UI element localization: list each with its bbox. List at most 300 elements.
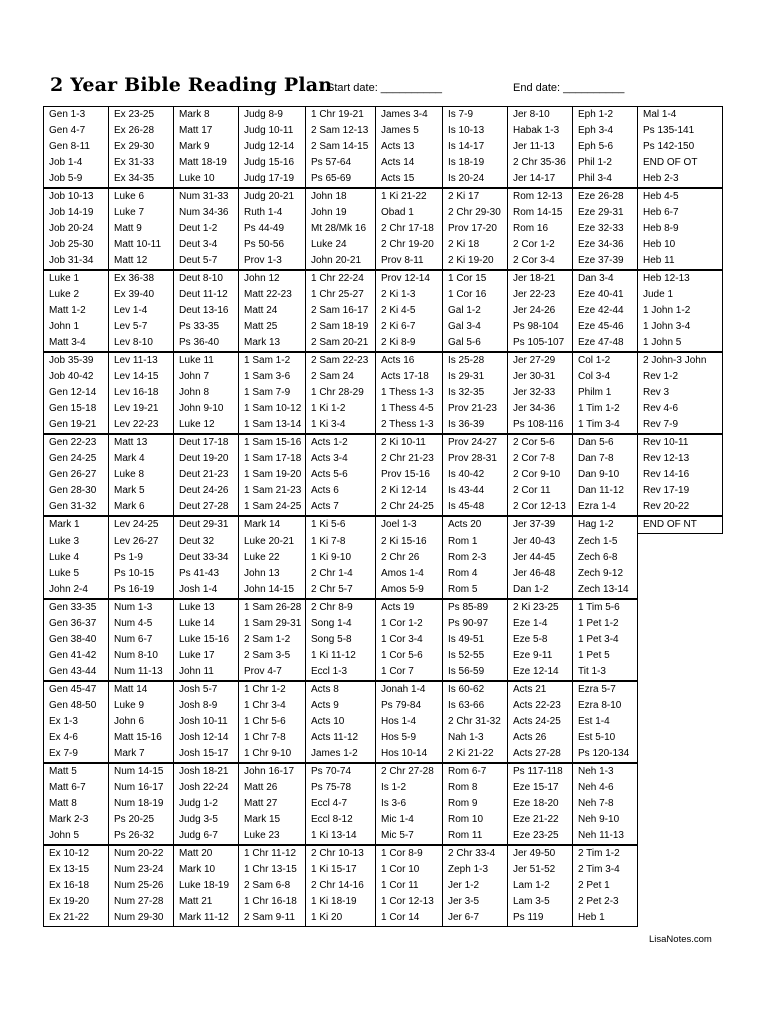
start-date-field: Start date: __________	[327, 82, 442, 94]
reading-cell: Job 1-4	[44, 155, 109, 171]
reading-cell: Habak 1-3	[508, 123, 573, 139]
reading-cell: James 1-2	[306, 746, 376, 763]
reading-cell: Is 1-2	[376, 780, 443, 796]
reading-cell: Matt 6-7	[44, 780, 109, 796]
reading-cell: 1 Cor 10	[376, 862, 443, 878]
reading-cell: Eze 12-14	[508, 664, 573, 681]
reading-cell: Phil 1-2	[573, 155, 638, 171]
reading-cell: Deut 21-23	[174, 467, 239, 483]
reading-cell: Ex 16-18	[44, 878, 109, 894]
reading-cell: Is 3-6	[376, 796, 443, 812]
reading-cell: Heb 6-7	[638, 205, 723, 221]
reading-cell	[638, 582, 723, 599]
reading-cell: Acts 20	[443, 516, 508, 534]
reading-cell: Jer 37-39	[508, 516, 573, 534]
reading-cell: Gen 8-11	[44, 139, 109, 155]
reading-cell	[638, 730, 723, 746]
reading-cell: Mark 1	[44, 516, 109, 534]
reading-cell: Ps 119	[508, 910, 573, 927]
reading-cell: Lev 5-7	[109, 319, 174, 335]
reading-cell: Acts 1-2	[306, 434, 376, 451]
reading-cell: 1 Cor 5-6	[376, 648, 443, 664]
reading-cell: 1 Pet 3-4	[573, 632, 638, 648]
reading-cell: Eph 1-2	[573, 107, 638, 124]
reading-cell: Deut 24-26	[174, 483, 239, 499]
reading-cell: 1 John 5	[638, 335, 723, 352]
reading-cell: 1 Tim 1-2	[573, 401, 638, 417]
reading-cell: Ps 105-107	[508, 335, 573, 352]
reading-cell: 2 Chr 31-32	[443, 714, 508, 730]
reading-cell: 2 Cor 5-6	[508, 434, 573, 451]
reading-cell: Ps 135-141	[638, 123, 723, 139]
reading-cell: Matt 1-2	[44, 303, 109, 319]
reading-cell: Lev 16-18	[109, 385, 174, 401]
reading-cell	[638, 714, 723, 730]
reading-cell	[638, 828, 723, 845]
reading-cell: Nah 1-3	[443, 730, 508, 746]
reading-cell: 2 Ki 21-22	[443, 746, 508, 763]
reading-cell: Acts 5-6	[306, 467, 376, 483]
reading-cell: Zech 13-14	[573, 582, 638, 599]
reading-cell: Matt 26	[239, 780, 306, 796]
reading-cell: 2 Ki 15-16	[376, 534, 443, 551]
reading-cell: Lev 1-4	[109, 303, 174, 319]
reading-cell: 1 Cor 14	[376, 910, 443, 927]
reading-cell: Mark 8	[174, 107, 239, 124]
reading-cell: Jer 32-33	[508, 385, 573, 401]
reading-cell: Luke 20-21	[239, 534, 306, 551]
reading-cell: Job 10-13	[44, 188, 109, 205]
reading-cell: Mal 1-4	[638, 107, 723, 124]
reading-cell: Is 49-51	[443, 632, 508, 648]
reading-cell: 1 Ki 13-14	[306, 828, 376, 845]
reading-cell: Luke 11	[174, 352, 239, 369]
reading-cell: Eze 29-31	[573, 205, 638, 221]
reading-cell: Dan 11-12	[573, 483, 638, 499]
reading-cell: Num 4-5	[109, 616, 174, 632]
table-row	[44, 139, 723, 155]
reading-cell: Luke 1	[44, 270, 109, 287]
reading-cell: 1 Pet 1-2	[573, 616, 638, 632]
table-row	[44, 910, 723, 927]
reading-cell: Judg 8-9	[239, 107, 306, 124]
reading-cell: Eze 45-46	[573, 319, 638, 335]
reading-cell: Acts 19	[376, 599, 443, 616]
reading-cell: 1 Sam 29-31	[239, 616, 306, 632]
reading-cell: Lev 8-10	[109, 335, 174, 352]
reading-cell: Acts 10	[306, 714, 376, 730]
reading-cell: John 20-21	[306, 253, 376, 270]
reading-cell: Jonah 1-4	[376, 681, 443, 698]
reading-cell: Obad 1	[376, 205, 443, 221]
reading-cell: 2 Chr 17-18	[376, 221, 443, 237]
reading-cell: Num 34-36	[174, 205, 239, 221]
reading-cell: Lev 11-13	[109, 352, 174, 369]
reading-cell: Num 25-26	[109, 878, 174, 894]
reading-cell: Col 3-4	[573, 369, 638, 385]
reading-cell: Matt 3-4	[44, 335, 109, 352]
table-row	[44, 385, 723, 401]
reading-cell: 2 Cor 3-4	[508, 253, 573, 270]
reading-cell: 1 John 3-4	[638, 319, 723, 335]
reading-cell: Acts 13	[376, 139, 443, 155]
reading-cell: Jer 44-45	[508, 550, 573, 566]
table-row	[44, 878, 723, 894]
reading-cell: Rom 5	[443, 582, 508, 599]
reading-cell: Gen 31-32	[44, 499, 109, 516]
reading-cell: Num 29-30	[109, 910, 174, 927]
reading-cell: Eze 21-22	[508, 812, 573, 828]
reading-cell: Rom 14-15	[508, 205, 573, 221]
reading-cell: 2 Chr 27-28	[376, 763, 443, 780]
reading-cell: Num 1-3	[109, 599, 174, 616]
reading-cell: Job 5-9	[44, 171, 109, 188]
reading-cell: Josh 10-11	[174, 714, 239, 730]
reading-cell: Luke 15-16	[174, 632, 239, 648]
reading-cell: 1 Sam 17-18	[239, 451, 306, 467]
reading-cell	[638, 664, 723, 681]
reading-cell: Matt 13	[109, 434, 174, 451]
reading-cell: Ex 21-22	[44, 910, 109, 927]
reading-cell: Job 40-42	[44, 369, 109, 385]
table-row	[44, 352, 723, 369]
reading-cell: 2 Chr 1-4	[306, 566, 376, 582]
reading-cell: 1 Sam 10-12	[239, 401, 306, 417]
reading-cell	[638, 632, 723, 648]
reading-cell: Luke 5	[44, 566, 109, 582]
reading-cell: Matt 20	[174, 845, 239, 862]
reading-cell: Matt 12	[109, 253, 174, 270]
reading-cell: 2 Sam 20-21	[306, 335, 376, 352]
reading-cell: 2 Chr 8-9	[306, 599, 376, 616]
reading-cell: 1 Ki 9-10	[306, 550, 376, 566]
reading-cell: Neh 9-10	[573, 812, 638, 828]
reading-cell: 1 Sam 15-16	[239, 434, 306, 451]
table-row	[44, 451, 723, 467]
reading-cell: 1 Chr 16-18	[239, 894, 306, 910]
reading-cell: Luke 7	[109, 205, 174, 221]
reading-cell: Ex 10-12	[44, 845, 109, 862]
reading-cell: Judg 6-7	[174, 828, 239, 845]
reading-cell: 2 Ki 4-5	[376, 303, 443, 319]
reading-cell: Eze 32-33	[573, 221, 638, 237]
reading-cell: Judg 15-16	[239, 155, 306, 171]
reading-cell: Num 11-13	[109, 664, 174, 681]
reading-cell	[638, 812, 723, 828]
reading-cell: Eph 3-4	[573, 123, 638, 139]
reading-cell: Acts 27-28	[508, 746, 573, 763]
reading-cell: Est 1-4	[573, 714, 638, 730]
reading-cell: 2 Ki 1-3	[376, 287, 443, 303]
reading-cell: Luke 2	[44, 287, 109, 303]
reading-cell: Hos 1-4	[376, 714, 443, 730]
table-row	[44, 319, 723, 335]
reading-cell: Is 32-35	[443, 385, 508, 401]
reading-cell: Matt 5	[44, 763, 109, 780]
reading-cell: Heb 12-13	[638, 270, 723, 287]
reading-cell: Job 14-19	[44, 205, 109, 221]
reading-cell: Josh 5-7	[174, 681, 239, 698]
reading-cell: 1 Ki 5-6	[306, 516, 376, 534]
reading-cell: 1 Cor 15	[443, 270, 508, 287]
reading-cell: Judg 12-14	[239, 139, 306, 155]
reading-cell: Luke 17	[174, 648, 239, 664]
reading-cell: Num 6-7	[109, 632, 174, 648]
reading-cell: Acts 9	[306, 698, 376, 714]
reading-cell: Matt 17	[174, 123, 239, 139]
reading-cell	[638, 698, 723, 714]
reading-cell: Rev 20-22	[638, 499, 723, 516]
reading-cell: 1 Ki 15-17	[306, 862, 376, 878]
reading-cell: Eze 5-8	[508, 632, 573, 648]
reading-cell: 1 Chr 5-6	[239, 714, 306, 730]
table-row	[44, 894, 723, 910]
reading-cell: 1 Cor 8-9	[376, 845, 443, 862]
reading-cell: Ex 36-38	[109, 270, 174, 287]
reading-cell: Ps 79-84	[376, 698, 443, 714]
reading-cell: 1 Chr 13-15	[239, 862, 306, 878]
reading-cell: Ps 50-56	[239, 237, 306, 253]
reading-cell: Matt 18-19	[174, 155, 239, 171]
reading-cell: 1 Chr 22-24	[306, 270, 376, 287]
reading-cell: John 16-17	[239, 763, 306, 780]
reading-cell: 1 Cor 16	[443, 287, 508, 303]
page-title: 2 Year Bible Reading Plan	[50, 74, 333, 96]
reading-cell: Jer 8-10	[508, 107, 573, 124]
reading-cell: Mark 9	[174, 139, 239, 155]
reading-cell: Deut 11-12	[174, 287, 239, 303]
reading-cell: Zech 1-5	[573, 534, 638, 551]
reading-cell: Song 1-4	[306, 616, 376, 632]
reading-cell: END OF NT	[638, 516, 723, 534]
reading-cell: Num 14-15	[109, 763, 174, 780]
reading-cell: Ezra 8-10	[573, 698, 638, 714]
reading-cell: Rev 14-16	[638, 467, 723, 483]
reading-cell: Matt 22-23	[239, 287, 306, 303]
reading-cell: Jer 14-17	[508, 171, 573, 188]
table-row	[44, 155, 723, 171]
reading-cell: Prov 4-7	[239, 664, 306, 681]
table-row	[44, 763, 723, 780]
reading-cell: Matt 25	[239, 319, 306, 335]
table-row	[44, 287, 723, 303]
reading-cell: 2 Thess 1-3	[376, 417, 443, 434]
reading-cell: Gen 38-40	[44, 632, 109, 648]
table-row	[44, 123, 723, 139]
table-row	[44, 237, 723, 253]
reading-cell: Dan 9-10	[573, 467, 638, 483]
reading-cell: Eccl 4-7	[306, 796, 376, 812]
reading-cell: Ps 75-78	[306, 780, 376, 796]
reading-cell: Jer 1-2	[443, 878, 508, 894]
reading-cell: Ex 34-35	[109, 171, 174, 188]
reading-cell: Neh 4-6	[573, 780, 638, 796]
table-row	[44, 270, 723, 287]
reading-cell: 1 Chr 25-27	[306, 287, 376, 303]
table-row	[44, 534, 723, 551]
reading-cell: Ps 57-64	[306, 155, 376, 171]
reading-cell: Heb 8-9	[638, 221, 723, 237]
reading-cell: Mark 10	[174, 862, 239, 878]
reading-cell: 1 Chr 11-12	[239, 845, 306, 862]
reading-cell: Num 31-33	[174, 188, 239, 205]
reading-cell	[638, 534, 723, 551]
reading-cell: Hos 5-9	[376, 730, 443, 746]
reading-cell: Ex 23-25	[109, 107, 174, 124]
reading-cell: 2 John-3 John	[638, 352, 723, 369]
reading-cell: 1 Ki 20	[306, 910, 376, 927]
reading-cell: Job 31-34	[44, 253, 109, 270]
reading-cell: Mark 5	[109, 483, 174, 499]
reading-cell: Philm 1	[573, 385, 638, 401]
reading-cell: Jer 40-43	[508, 534, 573, 551]
reading-cell: Gen 15-18	[44, 401, 109, 417]
reading-cell: John 12	[239, 270, 306, 287]
reading-cell: Mark 6	[109, 499, 174, 516]
table-row	[44, 516, 723, 534]
reading-cell: Gen 45-47	[44, 681, 109, 698]
reading-cell: Prov 12-14	[376, 270, 443, 287]
reading-cell: 1 Sam 21-23	[239, 483, 306, 499]
reading-cell: John 2-4	[44, 582, 109, 599]
reading-cell: 1 Sam 19-20	[239, 467, 306, 483]
reading-cell: Eze 23-25	[508, 828, 573, 845]
reading-cell: Rom 12-13	[508, 188, 573, 205]
reading-cell: Luke 13	[174, 599, 239, 616]
reading-cell: Luke 6	[109, 188, 174, 205]
reading-cell: John 9-10	[174, 401, 239, 417]
reading-cell: 2 Ki 12-14	[376, 483, 443, 499]
reading-cell: 2 Cor 9-10	[508, 467, 573, 483]
reading-cell: Jer 30-31	[508, 369, 573, 385]
reading-cell: 1 Pet 5	[573, 648, 638, 664]
table-row	[44, 566, 723, 582]
reading-cell: Prov 8-11	[376, 253, 443, 270]
reading-cell: 1 Sam 13-14	[239, 417, 306, 434]
reading-cell: Dan 1-2	[508, 582, 573, 599]
reading-cell: Jer 49-50	[508, 845, 573, 862]
reading-cell: Rev 10-11	[638, 434, 723, 451]
reading-cell: Jer 18-21	[508, 270, 573, 287]
reading-cell: 1 Cor 3-4	[376, 632, 443, 648]
table-row	[44, 845, 723, 862]
reading-cell: Is 29-31	[443, 369, 508, 385]
table-row	[44, 369, 723, 385]
reading-cell: James 3-4	[376, 107, 443, 124]
reading-cell: 2 Chr 19-20	[376, 237, 443, 253]
reading-cell: Prov 28-31	[443, 451, 508, 467]
reading-cell: Eze 47-48	[573, 335, 638, 352]
reading-cell: Deut 17-18	[174, 434, 239, 451]
reading-cell: John 5	[44, 828, 109, 845]
reading-cell: 1 Chr 28-29	[306, 385, 376, 401]
reading-cell: 2 Sam 3-5	[239, 648, 306, 664]
reading-cell: Josh 22-24	[174, 780, 239, 796]
reading-cell: Ps 41-43	[174, 566, 239, 582]
reading-cell: 2 Sam 9-11	[239, 910, 306, 927]
reading-cell: Rom 16	[508, 221, 573, 237]
reading-cell: John 18	[306, 188, 376, 205]
reading-cell: Hos 10-14	[376, 746, 443, 763]
reading-cell: Is 10-13	[443, 123, 508, 139]
table-row	[44, 714, 723, 730]
reading-cell: 2 Sam 16-17	[306, 303, 376, 319]
reading-cell: Ps 90-97	[443, 616, 508, 632]
reading-cell: Is 20-24	[443, 171, 508, 188]
reading-cell: Deut 33-34	[174, 550, 239, 566]
reading-cell: Song 5-8	[306, 632, 376, 648]
reading-cell: Lev 24-25	[109, 516, 174, 534]
reading-cell: 2 Chr 21-23	[376, 451, 443, 467]
reading-cell: Luke 3	[44, 534, 109, 551]
reading-cell: Eze 37-39	[573, 253, 638, 270]
reading-cell: Num 23-24	[109, 862, 174, 878]
reading-cell: Zech 9-12	[573, 566, 638, 582]
reading-cell: 2 Sam 6-8	[239, 878, 306, 894]
reading-cell: Eccl 8-12	[306, 812, 376, 828]
reading-cell: Heb 2-3	[638, 171, 723, 188]
reading-cell: Mic 5-7	[376, 828, 443, 845]
reading-cell: Prov 21-23	[443, 401, 508, 417]
reading-cell: 2 Chr 14-16	[306, 878, 376, 894]
reading-cell: Gal 3-4	[443, 319, 508, 335]
reading-cell: Rom 8	[443, 780, 508, 796]
reading-cell: Acts 7	[306, 499, 376, 516]
reading-cell	[638, 878, 723, 894]
reading-cell: Eze 1-4	[508, 616, 573, 632]
reading-cell: Ex 31-33	[109, 155, 174, 171]
reading-cell: 2 Sam 12-13	[306, 123, 376, 139]
reading-cell: Judg 17-19	[239, 171, 306, 188]
reading-cell: Ps 10-15	[109, 566, 174, 582]
reading-cell: 1 Tim 3-4	[573, 417, 638, 434]
reading-cell: Lam 1-2	[508, 878, 573, 894]
reading-cell: Heb 1	[573, 910, 638, 927]
reading-cell: Deut 5-7	[174, 253, 239, 270]
reading-cell: 2 Ki 19-20	[443, 253, 508, 270]
reading-cell: Ruth 1-4	[239, 205, 306, 221]
reading-cell: Gen 1-3	[44, 107, 109, 124]
reading-cell: Gen 28-30	[44, 483, 109, 499]
reading-cell: Rev 12-13	[638, 451, 723, 467]
table-row	[44, 582, 723, 599]
reading-cell: Ps 98-104	[508, 319, 573, 335]
reading-cell: Jude 1	[638, 287, 723, 303]
reading-cell	[638, 550, 723, 566]
reading-cell: 2 Chr 33-4	[443, 845, 508, 862]
reading-cell: Ps 44-49	[239, 221, 306, 237]
reading-cell: 2 Pet 2-3	[573, 894, 638, 910]
reading-cell: Joel 1-3	[376, 516, 443, 534]
reading-cell	[638, 616, 723, 632]
reading-cell: Rev 4-6	[638, 401, 723, 417]
reading-cell: Luke 18-19	[174, 878, 239, 894]
reading-cell	[638, 910, 723, 927]
reading-cell: Acts 6	[306, 483, 376, 499]
reading-cell: John 8	[174, 385, 239, 401]
reading-cell: Est 5-10	[573, 730, 638, 746]
table-row	[44, 780, 723, 796]
reading-cell: Ps 85-89	[443, 599, 508, 616]
reading-cell: 2 Chr 10-13	[306, 845, 376, 862]
table-row	[44, 335, 723, 352]
reading-cell: 2 Tim 3-4	[573, 862, 638, 878]
reading-cell: Eze 26-28	[573, 188, 638, 205]
reading-cell: Ex 19-20	[44, 894, 109, 910]
reading-cell: Gal 1-2	[443, 303, 508, 319]
reading-cell: Job 25-30	[44, 237, 109, 253]
reading-cell: 1 Cor 1-2	[376, 616, 443, 632]
